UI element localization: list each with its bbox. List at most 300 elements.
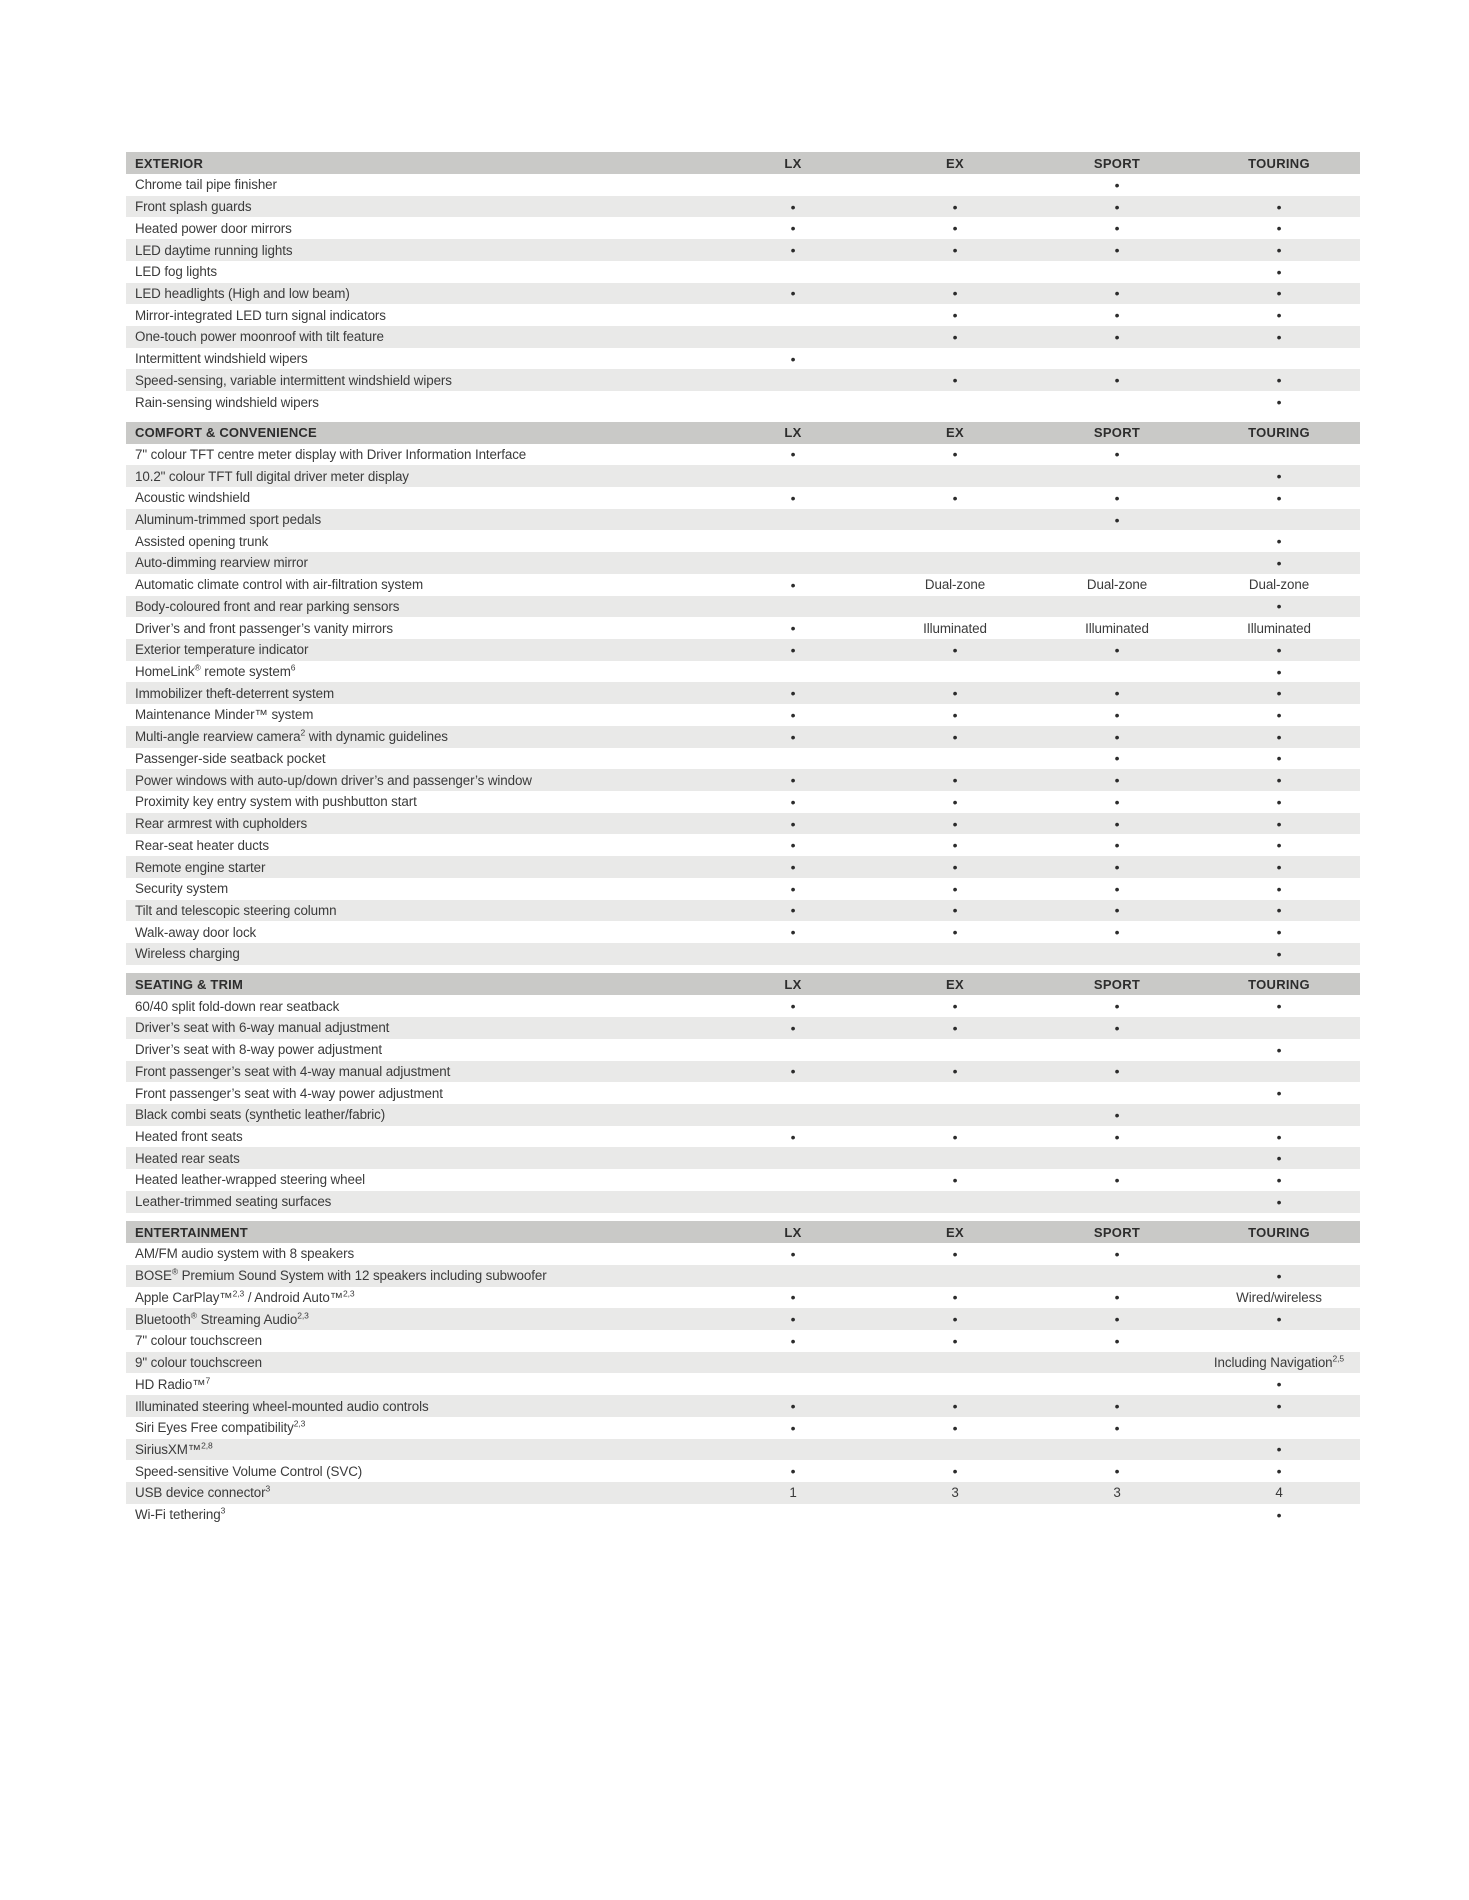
feature-value: Illuminated xyxy=(1247,620,1311,636)
feature-label: Walk-away door lock xyxy=(135,924,257,940)
feature-label: Speed-sensing, variable intermittent windshield wipers xyxy=(135,372,452,388)
feature-dot: • xyxy=(1114,793,1120,810)
feature-label: Rear-seat heater ducts xyxy=(135,837,270,853)
feature-dot: • xyxy=(1276,1150,1282,1167)
feature-dot: • xyxy=(1114,998,1120,1015)
feature-dot: • xyxy=(790,641,796,658)
table-row xyxy=(126,1243,1360,1265)
feature-dot: • xyxy=(1276,263,1282,280)
feature-label: Illuminated steering wheel-mounted audio controls xyxy=(135,1398,429,1414)
feature-dot: • xyxy=(1114,1463,1120,1480)
feature-dot: • xyxy=(1114,1419,1120,1436)
table-row xyxy=(126,1417,1360,1439)
table-row xyxy=(126,487,1360,509)
feature-label: Automatic climate control with air-filtration system xyxy=(135,577,423,593)
feature-dot: • xyxy=(1276,859,1282,876)
feature-dot: • xyxy=(790,446,796,463)
feature-dot: • xyxy=(952,446,958,463)
feature-dot: • xyxy=(1114,176,1120,193)
section-header-row xyxy=(126,422,1360,444)
section-header-row xyxy=(126,973,1360,995)
feature-label: Maintenance Minder™ system xyxy=(135,707,314,723)
column-header-ex: EX xyxy=(946,425,964,440)
feature-dot: • xyxy=(790,242,796,259)
table-row xyxy=(126,1460,1360,1482)
feature-dot: • xyxy=(790,198,796,215)
feature-dot: • xyxy=(952,1463,958,1480)
column-header-sport: SPORT xyxy=(1093,976,1141,992)
feature-dot: • xyxy=(1114,924,1120,941)
feature-dot: • xyxy=(952,1311,958,1328)
feature-label: 60/40 split fold-down rear seatback xyxy=(135,998,340,1014)
feature-dot: • xyxy=(952,924,958,941)
table-row xyxy=(126,1308,1360,1330)
feature-label: Tilt and telescopic steering column xyxy=(135,902,337,918)
feature-dot: • xyxy=(1114,1171,1120,1188)
feature-dot: • xyxy=(1276,598,1282,615)
feature-dot: • xyxy=(1114,1106,1120,1123)
table-row xyxy=(126,1126,1360,1148)
spec-table xyxy=(126,152,1360,1525)
feature-dot: • xyxy=(1276,728,1282,745)
feature-dot: • xyxy=(1114,815,1120,832)
feature-dot: • xyxy=(790,220,796,237)
table-row xyxy=(126,1395,1360,1417)
table-row xyxy=(126,1082,1360,1104)
feature-label: LED daytime running lights xyxy=(135,242,293,258)
table-row xyxy=(126,921,1360,943)
feature-dot: • xyxy=(952,880,958,897)
table-row xyxy=(126,348,1360,370)
feature-dot: • xyxy=(790,859,796,876)
table-row xyxy=(126,509,1360,531)
feature-dot: • xyxy=(1276,198,1282,215)
feature-label: Siri Eyes Free compatibility$^{2,3}$ xyxy=(135,1418,306,1436)
feature-label: Security system xyxy=(135,881,228,897)
spec-section xyxy=(126,1221,1360,1525)
feature-dot: • xyxy=(790,998,796,1015)
feature-dot: • xyxy=(952,198,958,215)
feature-dot: • xyxy=(1276,468,1282,485)
table-row xyxy=(126,1104,1360,1126)
feature-label: Bluetooth® Streaming Audio$^{2,3}$ xyxy=(135,1310,309,1327)
feature-label: USB device connector$^3$ xyxy=(135,1483,271,1501)
feature-dot: • xyxy=(1276,837,1282,854)
feature-dot: • xyxy=(1276,1506,1282,1523)
feature-dot: • xyxy=(790,728,796,745)
table-row xyxy=(126,596,1360,618)
feature-dot: • xyxy=(1114,685,1120,702)
table-row xyxy=(126,1352,1360,1374)
table-row xyxy=(126,444,1360,466)
column-header-lx: LX xyxy=(784,425,802,440)
feature-dot: • xyxy=(1114,307,1120,324)
section-title: ENTERTAINMENT xyxy=(135,1224,248,1240)
feature-label: BOSE® Premium Sound System with 12 speakers including subwoofer xyxy=(135,1266,547,1284)
feature-dot: • xyxy=(1276,1193,1282,1210)
feature-dot: • xyxy=(952,328,958,345)
feature-dot: • xyxy=(1114,1311,1120,1328)
table-row xyxy=(126,261,1360,283)
table-row xyxy=(126,1373,1360,1395)
table-row xyxy=(126,856,1360,878)
column-header-touring: TOURING xyxy=(1248,1224,1310,1240)
feature-dot: • xyxy=(952,837,958,854)
feature-dot: • xyxy=(952,1019,958,1036)
section-title: SEATING & TRIM xyxy=(135,976,243,992)
feature-label: Aluminum-trimmed sport pedals xyxy=(135,512,322,528)
feature-dot: • xyxy=(952,641,958,658)
table-row xyxy=(126,834,1360,856)
feature-dot: • xyxy=(952,242,958,259)
feature-dot: • xyxy=(952,728,958,745)
feature-dot: • xyxy=(1114,328,1120,345)
feature-label: Auto-dimming rearview mirror xyxy=(135,555,308,571)
feature-dot: • xyxy=(952,489,958,506)
feature-label: Wireless charging xyxy=(135,946,240,962)
feature-label: 7" colour TFT centre meter display with Driver Information Interface xyxy=(135,446,527,462)
feature-dot: • xyxy=(1276,685,1282,702)
feature-dot: • xyxy=(1276,902,1282,919)
table-row xyxy=(126,682,1360,704)
table-row xyxy=(126,769,1360,791)
feature-dot: • xyxy=(952,285,958,302)
feature-dot: • xyxy=(1276,1376,1282,1393)
feature-label: Speed-sensitive Volume Control (SVC) xyxy=(135,1463,363,1479)
feature-label: Front passenger’s seat with 4-way manual adjustment xyxy=(135,1063,451,1079)
feature-dot: • xyxy=(1114,1245,1120,1262)
feature-dot: • xyxy=(790,1419,796,1436)
feature-dot: • xyxy=(1114,859,1120,876)
feature-label: Driver’s seat with 6-way manual adjustment xyxy=(135,1020,390,1036)
feature-dot: • xyxy=(790,1245,796,1262)
feature-dot: • xyxy=(1276,880,1282,897)
feature-dot: • xyxy=(1114,750,1120,767)
column-header-touring: TOURING xyxy=(1248,976,1310,992)
spec-section xyxy=(126,973,1360,1212)
feature-dot: • xyxy=(1276,1398,1282,1415)
feature-label: Heated front seats xyxy=(135,1129,243,1145)
section-title: COMFORT & CONVENIENCE xyxy=(135,425,317,440)
feature-dot: • xyxy=(1114,1063,1120,1080)
feature-dot: • xyxy=(790,350,796,367)
feature-dot: • xyxy=(1276,1128,1282,1145)
feature-dot: • xyxy=(1276,641,1282,658)
feature-dot: • xyxy=(790,685,796,702)
feature-label: Proximity key entry system with pushbutton start xyxy=(135,794,417,810)
feature-dot: • xyxy=(1276,372,1282,389)
feature-label: Driver’s seat with 8-way power adjustment xyxy=(135,1042,382,1058)
feature-dot: • xyxy=(952,706,958,723)
feature-label: 7" colour touchscreen xyxy=(135,1333,262,1349)
feature-dot: • xyxy=(790,1463,796,1480)
column-header-ex: EX xyxy=(946,976,964,992)
feature-label: Multi-angle rearview camera$^2$ with dynamic guidelines xyxy=(135,727,448,745)
table-row xyxy=(126,1287,1360,1309)
column-header-lx: LX xyxy=(784,155,802,171)
feature-label: One-touch power moonroof with tilt feature xyxy=(135,329,384,345)
feature-dot: • xyxy=(1276,1463,1282,1480)
feature-dot: • xyxy=(1114,198,1120,215)
table-row xyxy=(126,791,1360,813)
table-row xyxy=(126,1265,1360,1287)
table-row xyxy=(126,552,1360,574)
feature-label: Apple CarPlay™$^{2,3}$ / Android Auto™$^{2,3}$ xyxy=(135,1288,355,1305)
feature-dot: • xyxy=(1114,511,1120,528)
section-header-row xyxy=(126,152,1360,174)
feature-label: Front splash guards xyxy=(135,199,252,215)
feature-dot: • xyxy=(790,815,796,832)
feature-dot: • xyxy=(1114,728,1120,745)
table-row xyxy=(126,196,1360,218)
feature-dot: • xyxy=(1114,220,1120,237)
feature-label: Heated leather-wrapped steering wheel xyxy=(135,1172,366,1188)
feature-dot: • xyxy=(952,772,958,789)
feature-dot: • xyxy=(790,1063,796,1080)
feature-dot: • xyxy=(1114,772,1120,789)
feature-dot: • xyxy=(790,793,796,810)
table-row xyxy=(126,239,1360,261)
feature-dot: • xyxy=(1114,489,1120,506)
table-row xyxy=(126,639,1360,661)
feature-value: Including Navigation$^{2,5}$ xyxy=(1213,1353,1345,1371)
feature-dot: • xyxy=(1114,1289,1120,1306)
feature-dot: • xyxy=(790,1332,796,1349)
table-row xyxy=(126,326,1360,348)
table-row xyxy=(126,995,1360,1017)
table-row xyxy=(126,878,1360,900)
section-title: EXTERIOR xyxy=(135,155,204,171)
table-row xyxy=(126,1482,1360,1504)
feature-label: Assisted opening trunk xyxy=(135,533,269,549)
feature-dot: • xyxy=(952,307,958,324)
feature-dot: • xyxy=(790,489,796,506)
feature-dot: • xyxy=(1114,880,1120,897)
feature-dot: • xyxy=(1276,772,1282,789)
table-row xyxy=(126,1061,1360,1083)
feature-dot: • xyxy=(1114,1019,1120,1036)
feature-dot: • xyxy=(1114,641,1120,658)
feature-dot: • xyxy=(790,1398,796,1415)
feature-label: HD Radio™$^7$ xyxy=(135,1375,211,1392)
column-header-lx: LX xyxy=(784,1224,802,1240)
table-row xyxy=(126,1017,1360,1039)
feature-value: 3 xyxy=(951,1485,959,1501)
table-row xyxy=(126,530,1360,552)
table-row xyxy=(126,661,1360,683)
feature-value: Dual-zone xyxy=(1086,577,1148,593)
column-header-lx: LX xyxy=(784,976,802,992)
spec-section xyxy=(126,152,1360,413)
feature-dot: • xyxy=(1114,285,1120,302)
feature-dot: • xyxy=(952,1419,958,1436)
feature-dot: • xyxy=(1276,663,1282,680)
feature-value: 3 xyxy=(1113,1485,1121,1501)
column-header-sport: SPORT xyxy=(1093,1224,1141,1240)
feature-label: Mirror-integrated LED turn signal indicators xyxy=(135,307,386,323)
feature-dot: • xyxy=(1276,285,1282,302)
feature-value: Illuminated xyxy=(923,620,987,636)
column-header-ex: EX xyxy=(946,1224,964,1240)
table-row xyxy=(126,704,1360,726)
feature-dot: • xyxy=(1114,242,1120,259)
feature-dot: • xyxy=(790,837,796,854)
table-row xyxy=(126,1330,1360,1352)
feature-dot: • xyxy=(1276,793,1282,810)
feature-dot: • xyxy=(790,620,796,637)
feature-dot: • xyxy=(1114,1398,1120,1415)
feature-dot: • xyxy=(1276,242,1282,259)
feature-label: 9" colour touchscreen xyxy=(135,1355,262,1371)
feature-dot: • xyxy=(1276,945,1282,962)
feature-dot: • xyxy=(1114,446,1120,463)
feature-dot: • xyxy=(1114,837,1120,854)
feature-label: Driver’s and front passenger’s vanity mirrors xyxy=(135,620,393,636)
feature-dot: • xyxy=(1114,706,1120,723)
feature-label: Power windows with auto-up/down driver’s and passenger’s window xyxy=(135,772,532,788)
feature-label: SiriusXM™$^{2,8}$ xyxy=(135,1440,213,1457)
spec-section xyxy=(126,422,1360,965)
column-header-touring: TOURING xyxy=(1248,155,1310,171)
feature-dot: • xyxy=(1114,1128,1120,1145)
feature-label: HomeLink® remote system$^6$ xyxy=(135,662,296,680)
feature-dot: • xyxy=(1114,902,1120,919)
feature-label: Acoustic windshield xyxy=(135,490,250,506)
table-row xyxy=(126,617,1360,639)
feature-label: Black combi seats (synthetic leather/fabric) xyxy=(135,1107,386,1123)
feature-dot: • xyxy=(1276,1171,1282,1188)
table-row xyxy=(126,1504,1360,1526)
feature-value: Wired/wireless xyxy=(1236,1289,1322,1305)
feature-dot: • xyxy=(790,772,796,789)
feature-label: LED fog lights xyxy=(135,264,217,280)
feature-dot: • xyxy=(952,902,958,919)
table-row xyxy=(126,1439,1360,1461)
feature-dot: • xyxy=(952,1398,958,1415)
feature-dot: • xyxy=(952,998,958,1015)
feature-dot: • xyxy=(790,924,796,941)
feature-dot: • xyxy=(952,1063,958,1080)
table-row xyxy=(126,217,1360,239)
table-row xyxy=(126,900,1360,922)
feature-dot: • xyxy=(952,793,958,810)
feature-label: Exterior temperature indicator xyxy=(135,642,309,658)
table-row xyxy=(126,369,1360,391)
feature-label: Rear armrest with cupholders xyxy=(135,816,308,832)
feature-dot: • xyxy=(952,859,958,876)
feature-dot: • xyxy=(952,685,958,702)
feature-dot: • xyxy=(790,1019,796,1036)
table-row xyxy=(126,748,1360,770)
feature-dot: • xyxy=(1276,815,1282,832)
table-row xyxy=(126,1191,1360,1213)
feature-dot: • xyxy=(952,372,958,389)
feature-label: Intermittent windshield wipers xyxy=(135,351,308,367)
feature-dot: • xyxy=(1276,554,1282,571)
feature-dot: • xyxy=(1276,1085,1282,1102)
column-header-ex: EX xyxy=(946,155,964,171)
section-header-row xyxy=(126,1221,1360,1243)
feature-label: Immobilizer theft-deterrent system xyxy=(135,685,335,701)
feature-label: Chrome tail pipe finisher xyxy=(135,177,277,193)
feature-label: 10.2" colour TFT full digital driver meter display xyxy=(135,468,409,484)
feature-dot: • xyxy=(790,902,796,919)
feature-dot: • xyxy=(1276,328,1282,345)
table-row xyxy=(126,174,1360,196)
feature-dot: • xyxy=(790,1311,796,1328)
table-row xyxy=(126,304,1360,326)
feature-value: Dual-zone xyxy=(924,577,986,593)
feature-dot: • xyxy=(1276,394,1282,411)
feature-dot: • xyxy=(1114,1332,1120,1349)
table-row xyxy=(126,813,1360,835)
feature-dot: • xyxy=(1276,998,1282,1015)
feature-label: Remote engine starter xyxy=(135,859,266,875)
feature-dot: • xyxy=(790,1289,796,1306)
feature-label: Heated power door mirrors xyxy=(135,220,292,236)
feature-dot: • xyxy=(952,1171,958,1188)
feature-dot: • xyxy=(952,815,958,832)
table-row xyxy=(126,1169,1360,1191)
feature-dot: • xyxy=(1276,1041,1282,1058)
feature-value: Dual-zone xyxy=(1248,577,1310,593)
feature-label: Passenger-side seatback pocket xyxy=(135,750,326,766)
feature-dot: • xyxy=(1276,750,1282,767)
feature-dot: • xyxy=(790,1128,796,1145)
feature-dot: • xyxy=(790,285,796,302)
feature-dot: • xyxy=(1276,1441,1282,1458)
feature-label: Body-coloured front and rear parking sensors xyxy=(135,598,400,614)
table-row xyxy=(126,1039,1360,1061)
feature-label: Heated rear seats xyxy=(135,1150,240,1166)
feature-label: AM/FM audio system with 8 speakers xyxy=(135,1246,355,1262)
feature-dot: • xyxy=(952,1128,958,1145)
feature-label: LED headlights (High and low beam) xyxy=(135,285,350,301)
feature-dot: • xyxy=(1276,924,1282,941)
feature-value: 4 xyxy=(1275,1485,1283,1501)
feature-dot: • xyxy=(1276,1267,1282,1284)
table-row xyxy=(126,574,1360,596)
table-row xyxy=(126,1147,1360,1169)
feature-dot: • xyxy=(1276,706,1282,723)
table-row xyxy=(126,726,1360,748)
feature-dot: • xyxy=(790,880,796,897)
feature-value: Illuminated xyxy=(1085,620,1149,636)
table-row xyxy=(126,943,1360,965)
feature-label: Leather-trimmed seating surfaces xyxy=(135,1194,332,1210)
feature-dot: • xyxy=(1276,220,1282,237)
column-header-sport: SPORT xyxy=(1093,425,1141,440)
feature-dot: • xyxy=(1276,533,1282,550)
feature-label: Wi-Fi tethering$^3$ xyxy=(135,1505,226,1523)
table-row xyxy=(126,465,1360,487)
column-header-touring: TOURING xyxy=(1248,425,1310,440)
feature-dot: • xyxy=(790,576,796,593)
feature-value: 1 xyxy=(789,1485,797,1501)
feature-dot: • xyxy=(952,1245,958,1262)
column-header-sport: SPORT xyxy=(1093,155,1141,171)
feature-label: Rain-sensing windshield wipers xyxy=(135,394,319,410)
feature-dot: • xyxy=(952,1332,958,1349)
feature-dot: • xyxy=(1276,307,1282,324)
feature-dot: • xyxy=(790,706,796,723)
feature-label: Front passenger’s seat with 4-way power adjustment xyxy=(135,1085,443,1101)
feature-dot: • xyxy=(952,220,958,237)
table-row xyxy=(126,391,1360,413)
table-row xyxy=(126,283,1360,305)
feature-dot: • xyxy=(1276,1311,1282,1328)
feature-dot: • xyxy=(1276,489,1282,506)
